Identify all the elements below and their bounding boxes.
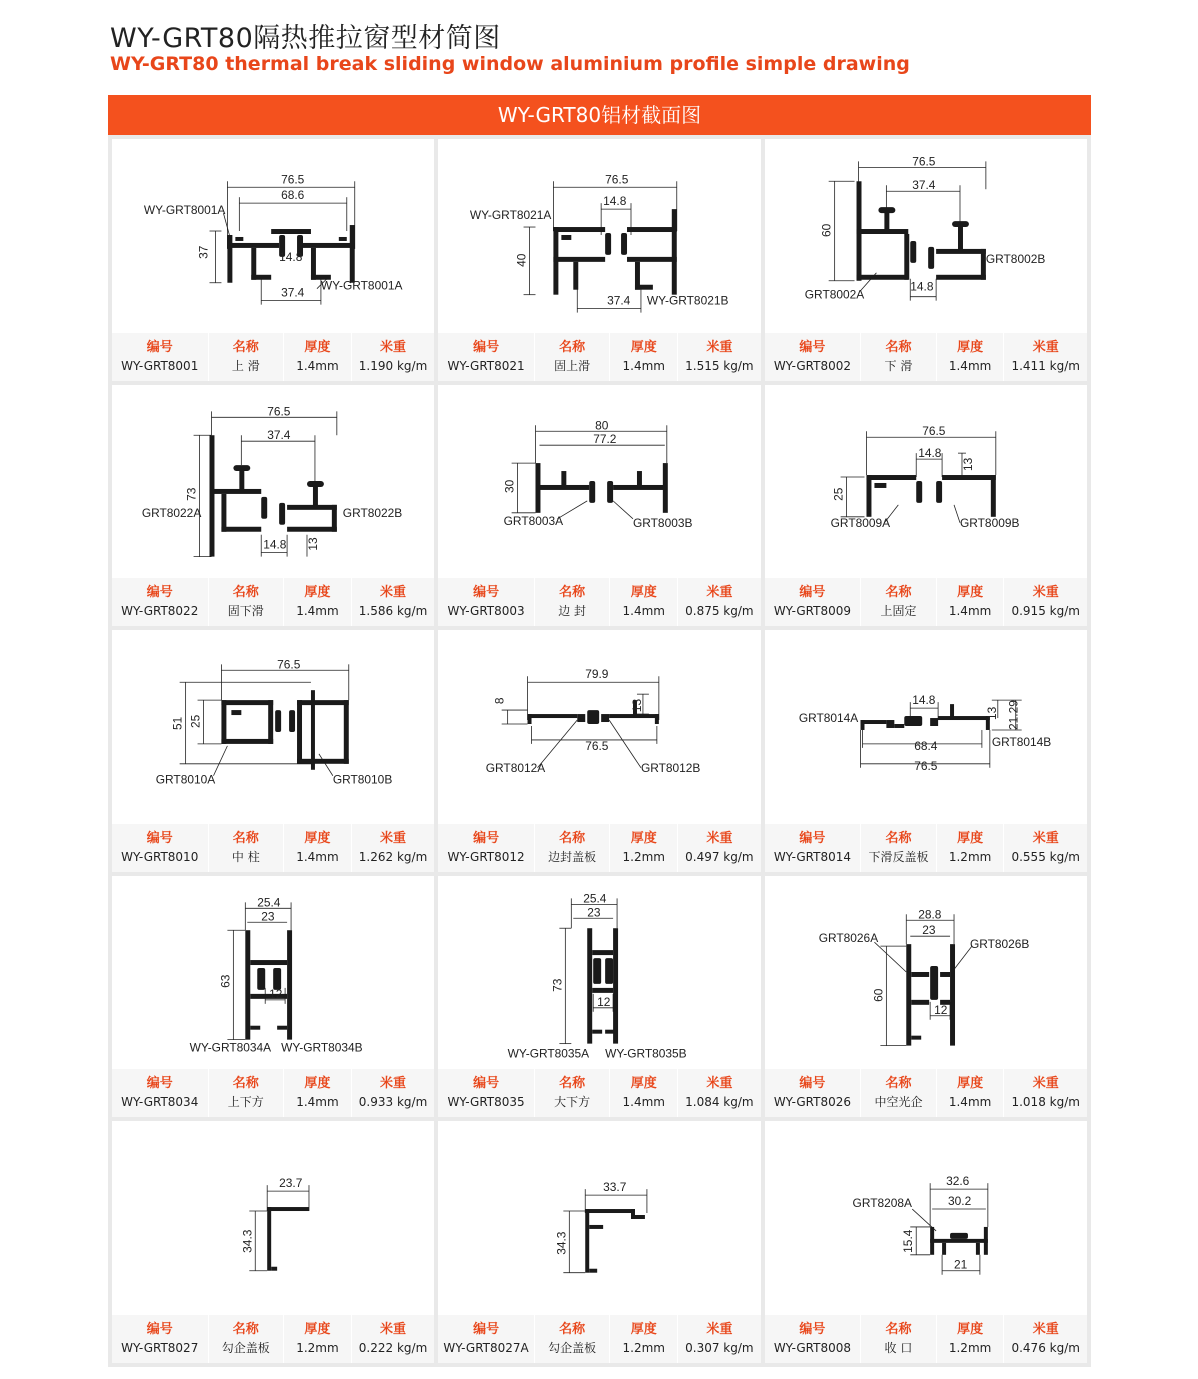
dimension-label: 32.6 bbox=[945, 1174, 969, 1189]
spec-row bbox=[112, 1315, 434, 1363]
profile-drawing bbox=[438, 630, 760, 820]
product-weight: 1.262 kg/m bbox=[358, 849, 428, 864]
spec-header-code: 编号 bbox=[799, 339, 826, 355]
profile-drawing bbox=[112, 1121, 434, 1311]
spec-header-name: 名称 bbox=[885, 830, 912, 846]
part-label: GRT8014A bbox=[798, 711, 858, 726]
spec-header-name: 名称 bbox=[232, 1322, 259, 1337]
spec-header-weight: 米重 bbox=[706, 1076, 733, 1092]
dimension-label: 37.4 bbox=[911, 178, 936, 193]
product-name: 中 柱 bbox=[231, 849, 260, 864]
part-label: WY-GRT8021A bbox=[470, 208, 552, 223]
spec-header-weight: 米重 bbox=[380, 1322, 407, 1337]
spec-header-thickness: 厚度 bbox=[957, 1076, 984, 1092]
profile-card bbox=[438, 385, 760, 627]
dimension-label: 68.6 bbox=[281, 188, 305, 203]
product-name: 上下方 bbox=[227, 1095, 264, 1110]
spec-header-weight: 米重 bbox=[1032, 339, 1059, 355]
profile-card bbox=[765, 385, 1087, 627]
part-label: GRT8022B bbox=[342, 505, 403, 520]
dimension-label: 76.5 bbox=[913, 758, 938, 773]
spec-header-thickness: 厚度 bbox=[304, 1076, 331, 1092]
part-label: WY-GRT8035A bbox=[507, 1046, 590, 1061]
product-name: 边封盖板 bbox=[548, 849, 597, 864]
profile-card bbox=[112, 139, 434, 381]
part-label: GRT8022A bbox=[141, 505, 202, 520]
profile-drawing bbox=[112, 385, 434, 575]
dimension-label: 8 bbox=[492, 697, 507, 705]
dimension-label: 63 bbox=[218, 974, 233, 988]
section-banner: WY-GRT80铝材截面图 bbox=[108, 95, 1091, 135]
profile-drawing bbox=[438, 876, 760, 1066]
product-weight: 0.915 kg/m bbox=[1011, 604, 1080, 619]
spec-row bbox=[112, 333, 434, 381]
spec-header-weight: 米重 bbox=[706, 1322, 733, 1337]
product-code: WY-GRT8035 bbox=[447, 1095, 525, 1110]
part-label: WY-GRT8001A bbox=[320, 278, 403, 293]
dimension-label: 76.5 bbox=[267, 403, 291, 418]
product-thickness: 1.4mm bbox=[296, 358, 339, 373]
profile-drawing bbox=[112, 630, 434, 820]
dimension-label: 77.2 bbox=[593, 431, 617, 446]
spec-row bbox=[765, 333, 1087, 381]
profile-card bbox=[112, 876, 434, 1118]
product-name: 下滑反盖板 bbox=[868, 849, 929, 864]
profile-card bbox=[765, 1121, 1087, 1363]
product-code: WY-GRT8009 bbox=[773, 604, 851, 619]
profile-card bbox=[765, 139, 1087, 381]
spec-row bbox=[765, 1069, 1087, 1117]
spec-header-name: 名称 bbox=[885, 1322, 912, 1337]
product-thickness: 1.4mm bbox=[622, 1095, 665, 1110]
dimension-label: 51 bbox=[170, 716, 185, 731]
spec-header-weight: 米重 bbox=[380, 1076, 407, 1092]
spec-header-weight: 米重 bbox=[706, 830, 733, 846]
profile-card bbox=[438, 876, 760, 1118]
product-code: WY-GRT8027 bbox=[121, 1341, 199, 1355]
profile-drawing bbox=[438, 1121, 760, 1311]
part-label: WY-GRT8034A bbox=[189, 1040, 272, 1055]
part-label: GRT8010B bbox=[332, 772, 393, 787]
part-label: WY-GRT8021B bbox=[647, 293, 729, 308]
dimension-label: 21.29 bbox=[1006, 700, 1021, 731]
spec-header-weight: 米重 bbox=[380, 830, 407, 846]
product-thickness: 1.4mm bbox=[948, 604, 992, 619]
spec-header-name: 名称 bbox=[559, 1076, 586, 1092]
product-weight: 1.411 kg/m bbox=[1011, 358, 1080, 373]
dimension-label: 76.5 bbox=[921, 423, 946, 438]
product-thickness: 1.2mm bbox=[948, 1341, 992, 1355]
spec-header-code: 编号 bbox=[473, 339, 500, 355]
dimension-label: 23 bbox=[921, 922, 936, 937]
dimension-label: 12 bbox=[269, 986, 283, 1001]
dimension-label: 68.4 bbox=[913, 739, 938, 754]
dimension-label: 76.5 bbox=[585, 739, 609, 754]
product-name: 固下滑 bbox=[227, 604, 264, 619]
spec-header-weight: 米重 bbox=[1032, 830, 1059, 846]
part-label: WY-GRT8035B bbox=[605, 1046, 687, 1061]
spec-row bbox=[438, 1315, 760, 1363]
spec-header-name: 名称 bbox=[885, 339, 912, 355]
product-thickness: 1.4mm bbox=[296, 1095, 339, 1110]
spec-header-name: 名称 bbox=[559, 1322, 586, 1337]
part-label: WY-GRT8034B bbox=[281, 1040, 363, 1055]
spec-header-thickness: 厚度 bbox=[630, 1322, 657, 1337]
dimension-label: 37 bbox=[196, 245, 211, 259]
dimension-label: 34.3 bbox=[240, 1229, 255, 1254]
spec-header-thickness: 厚度 bbox=[630, 339, 657, 355]
spec-header-weight: 米重 bbox=[1032, 1322, 1059, 1337]
part-label: GRT8002B bbox=[985, 251, 1045, 266]
dimension-label: 14.8 bbox=[911, 693, 936, 708]
spec-header-code: 编号 bbox=[146, 1076, 173, 1092]
product-weight: 0.875 kg/m bbox=[685, 604, 754, 619]
spec-header-code: 编号 bbox=[799, 1322, 826, 1337]
product-code: WY-GRT8027A bbox=[443, 1341, 529, 1355]
dimension-label: 37.4 bbox=[607, 293, 631, 308]
profile-card bbox=[765, 876, 1087, 1118]
product-code: WY-GRT8014 bbox=[773, 849, 851, 864]
product-name: 大下方 bbox=[554, 1095, 591, 1110]
dimension-label: 14.8 bbox=[603, 194, 627, 209]
product-name: 固上滑 bbox=[554, 358, 591, 373]
part-label: GRT8003A bbox=[503, 513, 564, 528]
spec-header-weight: 米重 bbox=[1032, 585, 1059, 601]
part-label: GRT8010A bbox=[155, 772, 216, 787]
spec-header-code: 编号 bbox=[146, 1322, 173, 1337]
profile-card bbox=[112, 1121, 434, 1363]
profile-card bbox=[765, 630, 1087, 872]
product-code: WY-GRT8001 bbox=[121, 358, 199, 373]
spec-header-thickness: 厚度 bbox=[957, 1322, 984, 1337]
dimension-label: 12 bbox=[933, 1002, 948, 1017]
spec-header-name: 名称 bbox=[559, 585, 586, 601]
product-name: 上固定 bbox=[880, 604, 917, 619]
part-label: GRT8026B bbox=[969, 936, 1030, 951]
spec-header-weight: 米重 bbox=[380, 339, 407, 355]
dimension-label: 73 bbox=[550, 978, 565, 992]
product-code: WY-GRT8002 bbox=[773, 358, 851, 373]
profile-drawing bbox=[112, 139, 434, 329]
product-name: 边 封 bbox=[558, 604, 587, 619]
product-thickness: 1.4mm bbox=[296, 604, 339, 619]
spec-row bbox=[112, 824, 434, 872]
part-label: GRT8012B bbox=[641, 760, 701, 775]
product-code: WY-GRT8026 bbox=[773, 1095, 851, 1110]
spec-header-thickness: 厚度 bbox=[957, 339, 984, 355]
dimension-label: 33.7 bbox=[603, 1180, 627, 1195]
dimension-label: 25.4 bbox=[257, 895, 281, 910]
profile-card bbox=[112, 630, 434, 872]
spec-header-code: 编号 bbox=[146, 585, 173, 601]
product-code: WY-GRT8012 bbox=[447, 849, 525, 864]
product-code: WY-GRT8034 bbox=[121, 1095, 199, 1110]
product-code: WY-GRT8021 bbox=[447, 358, 525, 373]
spec-row bbox=[438, 1069, 760, 1117]
profile-drawing bbox=[765, 630, 1087, 820]
spec-row bbox=[112, 1069, 434, 1117]
spec-header-name: 名称 bbox=[885, 1076, 912, 1092]
product-thickness: 1.4mm bbox=[622, 604, 665, 619]
dimension-label: 14.8 bbox=[917, 445, 942, 460]
spec-header-weight: 米重 bbox=[1032, 1076, 1059, 1092]
dimension-label: 25 bbox=[831, 487, 846, 501]
product-thickness: 1.4mm bbox=[296, 849, 339, 864]
spec-row bbox=[112, 578, 434, 626]
dimension-label: 13 bbox=[630, 698, 645, 713]
dimension-label: 13 bbox=[984, 706, 999, 721]
spec-header-weight: 米重 bbox=[380, 585, 407, 601]
product-code: WY-GRT8022 bbox=[121, 604, 199, 619]
dimension-label: 15.4 bbox=[900, 1229, 915, 1254]
profile-card bbox=[438, 1121, 760, 1363]
page-subtitle: WY-GRT80 thermal break sliding window aluminium profile simple drawing bbox=[110, 53, 910, 75]
product-thickness: 1.2mm bbox=[622, 1341, 665, 1355]
dimension-label: 14.8 bbox=[263, 537, 287, 552]
product-weight: 1.190 kg/m bbox=[358, 358, 428, 373]
product-weight: 0.222 kg/m bbox=[358, 1341, 428, 1355]
dimension-label: 25 bbox=[188, 714, 203, 729]
spec-row bbox=[765, 578, 1087, 626]
part-label: GRT8208A bbox=[852, 1196, 912, 1211]
dimension-label: 76.5 bbox=[605, 172, 629, 187]
dimension-label: 79.9 bbox=[585, 667, 609, 682]
product-code: WY-GRT8003 bbox=[447, 604, 525, 619]
product-code: WY-GRT8010 bbox=[121, 849, 199, 864]
spec-header-code: 编号 bbox=[146, 830, 173, 846]
spec-header-code: 编号 bbox=[473, 585, 500, 601]
profile-drawing bbox=[765, 385, 1087, 575]
product-thickness: 1.4mm bbox=[948, 1095, 992, 1110]
spec-header-name: 名称 bbox=[232, 585, 259, 601]
dimension-label: 23 bbox=[587, 905, 601, 920]
profile-drawing bbox=[765, 876, 1087, 1066]
spec-header-name: 名称 bbox=[559, 339, 586, 355]
profile-grid bbox=[108, 135, 1091, 1367]
dimension-label: 76.5 bbox=[277, 657, 301, 672]
spec-header-thickness: 厚度 bbox=[957, 830, 984, 846]
spec-header-code: 编号 bbox=[473, 1322, 500, 1337]
dimension-label: 21 bbox=[953, 1258, 967, 1273]
dimension-label: 76.5 bbox=[911, 154, 936, 169]
dimension-label: 12 bbox=[597, 994, 611, 1009]
spec-header-thickness: 厚度 bbox=[304, 830, 331, 846]
dimension-label: 40 bbox=[514, 253, 529, 267]
dimension-label: 37.4 bbox=[281, 285, 305, 300]
profile-drawing bbox=[765, 139, 1087, 329]
part-label: GRT8009B bbox=[959, 515, 1020, 530]
product-weight: 0.555 kg/m bbox=[1011, 849, 1080, 864]
dimension-label: 13 bbox=[960, 457, 975, 471]
dimension-label: 30.2 bbox=[947, 1194, 971, 1209]
dimension-label: 60 bbox=[871, 988, 886, 1002]
part-label: GRT8002A bbox=[804, 287, 864, 302]
spec-header-code: 编号 bbox=[473, 830, 500, 846]
spec-row bbox=[438, 333, 760, 381]
dimension-label: 76.5 bbox=[281, 172, 305, 187]
profile-drawing bbox=[765, 1121, 1087, 1311]
spec-header-name: 名称 bbox=[232, 1076, 259, 1092]
spec-row bbox=[765, 1315, 1087, 1363]
dimension-label: 73 bbox=[184, 487, 199, 501]
part-label: GRT8009A bbox=[830, 515, 890, 530]
dimension-label: 34.3 bbox=[554, 1231, 569, 1256]
dimension-label: 23 bbox=[261, 909, 275, 924]
part-label: GRT8014B bbox=[991, 735, 1051, 750]
product-thickness: 1.4mm bbox=[622, 358, 665, 373]
spec-header-thickness: 厚度 bbox=[630, 830, 657, 846]
part-label: WY-GRT8001A bbox=[143, 203, 226, 218]
product-weight: 0.307 kg/m bbox=[685, 1341, 754, 1355]
page-title: WY-GRT80隔热推拉窗型材简图 bbox=[110, 23, 501, 54]
product-weight: 1.018 kg/m bbox=[1011, 1095, 1080, 1110]
spec-header-thickness: 厚度 bbox=[630, 1076, 657, 1092]
product-name: 勾企盖板 bbox=[548, 1341, 597, 1355]
spec-header-code: 编号 bbox=[799, 830, 826, 846]
dimension-label: 37.4 bbox=[267, 427, 291, 442]
spec-header-name: 名称 bbox=[885, 585, 912, 601]
spec-header-name: 名称 bbox=[559, 830, 586, 846]
spec-header-weight: 米重 bbox=[706, 585, 733, 601]
product-weight: 1.515 kg/m bbox=[685, 358, 754, 373]
spec-row bbox=[765, 824, 1087, 872]
dimension-label: 60 bbox=[819, 223, 834, 237]
dimension-label: 13 bbox=[305, 536, 320, 551]
dimension-label: 80 bbox=[595, 417, 609, 432]
spec-header-thickness: 厚度 bbox=[957, 585, 984, 601]
product-weight: 1.084 kg/m bbox=[685, 1095, 754, 1110]
spec-header-thickness: 厚度 bbox=[304, 1322, 331, 1337]
dimension-label: 14.8 bbox=[909, 279, 934, 294]
dimension-label: 28.8 bbox=[917, 907, 942, 922]
dimension-label: 30 bbox=[502, 479, 517, 493]
product-weight: 0.933 kg/m bbox=[358, 1095, 428, 1110]
profile-drawing bbox=[112, 876, 434, 1066]
product-thickness: 1.2mm bbox=[948, 849, 992, 864]
spec-header-name: 名称 bbox=[232, 339, 259, 355]
spec-header-thickness: 厚度 bbox=[304, 339, 331, 355]
product-weight: 0.497 kg/m bbox=[685, 849, 754, 864]
product-name: 下 滑 bbox=[884, 358, 913, 373]
profile-card bbox=[438, 630, 760, 872]
spec-header-weight: 米重 bbox=[706, 339, 733, 355]
product-code: WY-GRT8008 bbox=[773, 1341, 851, 1355]
spec-header-code: 编号 bbox=[146, 339, 173, 355]
spec-header-code: 编号 bbox=[473, 1076, 500, 1092]
product-thickness: 1.2mm bbox=[296, 1341, 339, 1355]
product-weight: 0.476 kg/m bbox=[1011, 1341, 1080, 1355]
dimension-label: 23.7 bbox=[279, 1176, 303, 1191]
dimension-label: 14.8 bbox=[279, 249, 303, 264]
part-label: GRT8012A bbox=[486, 760, 546, 775]
product-name: 中空光企 bbox=[874, 1095, 923, 1110]
profile-card bbox=[112, 385, 434, 627]
profile-drawing bbox=[438, 385, 760, 575]
spec-row bbox=[438, 578, 760, 626]
spec-row bbox=[438, 824, 760, 872]
product-weight: 1.586 kg/m bbox=[358, 604, 428, 619]
product-thickness: 1.4mm bbox=[948, 358, 992, 373]
product-thickness: 1.2mm bbox=[622, 849, 665, 864]
dimension-label: 25.4 bbox=[583, 891, 607, 906]
spec-header-name: 名称 bbox=[232, 830, 259, 846]
spec-header-thickness: 厚度 bbox=[630, 585, 657, 601]
spec-header-thickness: 厚度 bbox=[304, 585, 331, 601]
profile-drawing bbox=[438, 139, 760, 329]
product-name: 上 滑 bbox=[231, 358, 260, 373]
spec-header-code: 编号 bbox=[799, 1076, 826, 1092]
spec-header-code: 编号 bbox=[799, 585, 826, 601]
product-name: 勾企盖板 bbox=[221, 1341, 270, 1355]
product-name: 收 口 bbox=[884, 1341, 913, 1355]
profile-card bbox=[438, 139, 760, 381]
part-label: GRT8026A bbox=[818, 930, 878, 945]
part-label: GRT8003B bbox=[633, 515, 693, 530]
